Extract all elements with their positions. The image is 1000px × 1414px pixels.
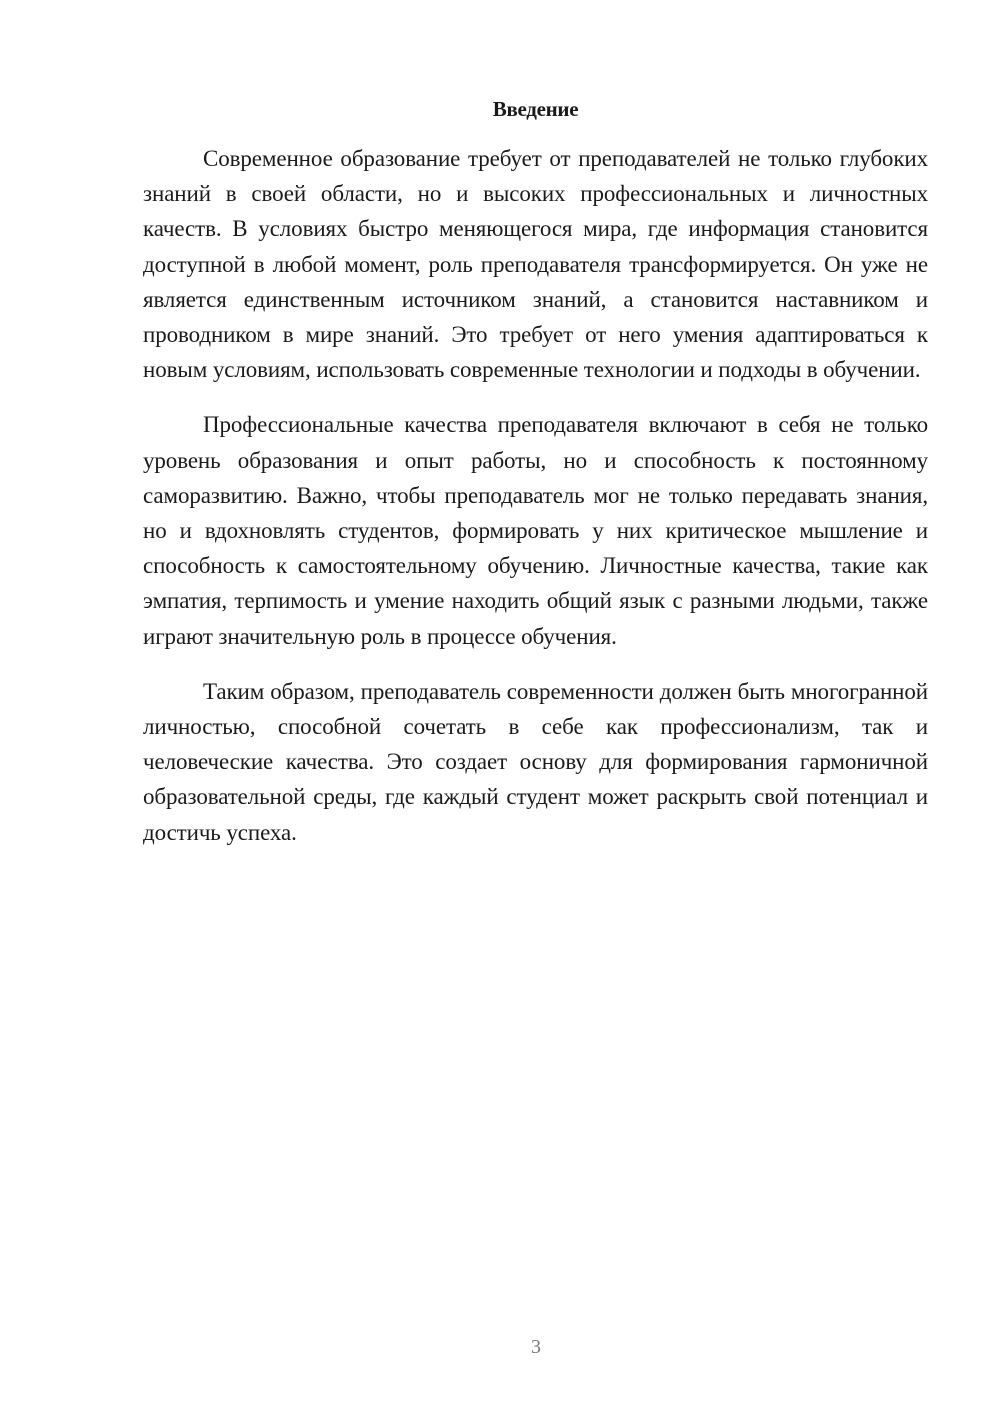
paragraph-1: Современное образование требует от преподавателей не только глубоких знаний в своей области, но и высоких профессиональных и личностных качеств. В условиях быстро меняющегося мира, где информация становится доступной в любой момент, роль преподавателя трансформируется. Он уже не является единственным источником знаний, а становится наставником и проводником в мире знаний. Это требует от него умения адаптироваться к новым условиям, использовать современные технологии и подходы в обучении. xyxy=(143,146,928,383)
paragraph-3: Таким образом, преподаватель современности должен быть многогранной личностью, способной сочетать в себе как профессионализм, так и человеческие качества. Это создает основу для формирования гармоничной образовательной среды, где каждый студент может раскрыть свой потенциал и достичь успеха. xyxy=(143,678,928,845)
section-heading: Введение xyxy=(492,97,579,121)
paragraph-2: Профессиональные качества преподавателя включают в себя не только уровень образования и опыт работы, но и способность к постоянному саморазвитию. Важно, чтобы преподаватель мог не только передавать знания, но и вдохновлять студентов, формировать у них критическое мышление и способность к самостоятельному обучению. Личностные качества, такие как эмпатия, терпимость и умение находить общий язык с разными людьми, также играют значительную роль в процессе обучения. xyxy=(143,412,928,649)
page-number: 3 xyxy=(531,1336,541,1358)
page-content xyxy=(143,94,928,870)
